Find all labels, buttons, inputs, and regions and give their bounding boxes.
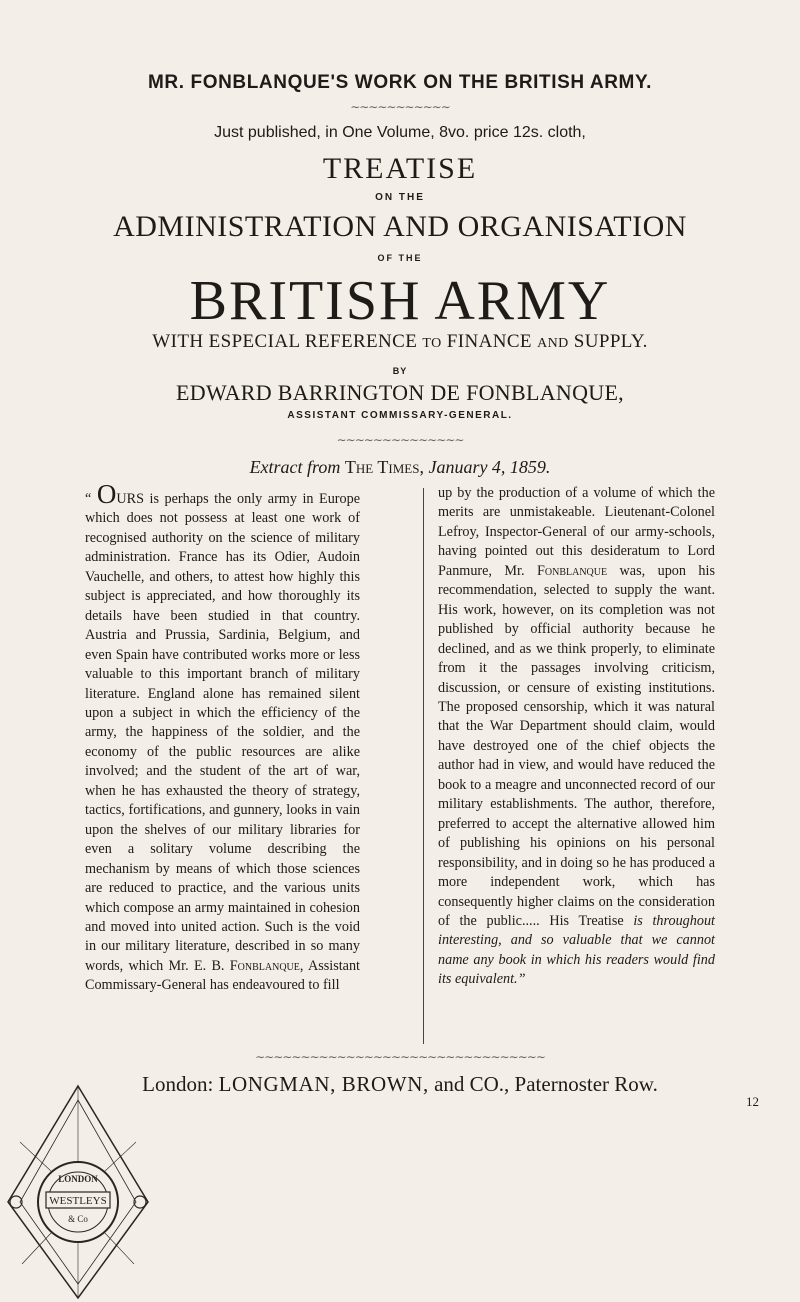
extract-prefix: Extract from: [249, 457, 341, 477]
svg-text:LONDON: LONDON: [58, 1174, 98, 1184]
imprint-publisher: LONGMAN, BROWN,: [218, 1072, 429, 1096]
author-name: EDWARD BARRINGTON DE FONBLANQUE,: [176, 380, 624, 405]
decorative-wavy-rule: ∼∼∼∼∼∼∼∼∼∼∼∼∼∼: [336, 433, 464, 447]
column-divider: [423, 488, 424, 1044]
subtitle-and: AND: [537, 336, 569, 351]
book-title-of-the: OF THE: [377, 253, 423, 263]
extract-date: January 4, 1859.: [428, 457, 551, 477]
book-title-on-the: ON THE: [375, 192, 425, 203]
binder-seal-icon: [0, 1082, 162, 1302]
review-text: was, upon his recommendation, selected to supply the want. His work, however, on its completion was not published by official authority because he declined, and as we think properly, to eliminate from it the passages involving criticism, discussion, or censure of existing institutions. The proposed censorship, which it was natural that the War Department should claim, would have destroyed one of the chief objects the author had in view, and would have reduced the book to a meagre and unconnected record of our military establishments. The author, therefore, preferred to accept the alternative allowed him of publishing his opinions on his personal responsibility, and in doing so he has produced a more independent work, which has consequently higher claims on the consideration of the public..... His Treatise: [438, 562, 715, 929]
decorative-wavy-rule: ∼∼∼∼∼∼∼∼∼∼∼: [350, 100, 450, 114]
subtitle-part-2: FINANCE: [446, 331, 532, 352]
review-closing-italic: is throughout interesting, and so valuable that we cannot name any book in which his readers would find its equivalent.”: [438, 912, 715, 988]
review-text: is perhaps the only army in Europe which does not possess at least one work of recognised authority on the science of military administration. France has its Odier, Audoin Vauchelle, and others, to attest how highly this subject is appreciated, and how thoroughly its details have been studied in that country. Austria and Prussia, Sardinia, Belgium, and even Spain have contributed works more or less valuable to this important branch of military literature. England alone has remained silent upon a subject in which the efficiency of the army, the happiness of the soldier, and the economy of the public resources are alike involved; and the student of the art of war, when he has exhausted the theory of strategy, tactics, fortifications, and gunnery, looks in vain upon the shelves of our military libraries for even a solitary volume describing the mechanism by means of which those sciences are reduced to practice, and the various units which compose an army maintained in cohesion and moved into united action. Such is the void in our military literature, described in so many words, which Mr.: [85, 491, 361, 974]
imprint-address: and CO., Paternoster Row.: [434, 1072, 658, 1096]
book-title-british-army: BRITISH ARMY: [189, 270, 611, 332]
page-number: 12: [746, 1094, 759, 1109]
extract-source: The Times,: [344, 457, 424, 477]
publication-note: Just published, in One Volume, 8vo. price 12s. cloth,: [214, 124, 586, 141]
open-quote: “: [85, 491, 92, 507]
decorative-wavy-rule: ∼∼∼∼∼∼∼∼∼∼∼∼∼∼∼∼∼∼∼∼∼∼∼∼∼∼∼∼∼∼∼∼: [255, 1050, 545, 1064]
svg-text:WESTLEYS: WESTLEYS: [49, 1195, 107, 1207]
review-column-right: [438, 484, 715, 990]
subtitle-to: TO: [422, 336, 442, 351]
book-title-subject: ADMINISTRATION AND ORGANISATION: [113, 210, 687, 243]
subtitle-part-3: SUPPLY.: [573, 331, 648, 352]
extract-source-line: [0, 457, 800, 478]
review-column-left: [85, 479, 361, 996]
review-text: , Assistant Commissary-General has endeavoured to fill: [85, 957, 360, 994]
author-rank: ASSISTANT COMMISSARY-GENERAL.: [287, 410, 513, 421]
author-mention: E. B. Fonblanque: [193, 957, 300, 974]
review-text: up by the production of a volume of which the merits are unmistakeable. Lieutenant-Colonel Lefroy, Inspector-General of our army-schools, having pointed out this desideratum to Lord Panmure, Mr.: [438, 485, 715, 579]
author-mention: Fonblanque: [536, 562, 608, 579]
page-heading: MR. FONBLANQUE'S WORK ON THE BRITISH ARMY.: [147, 72, 652, 93]
book-subtitle: [0, 331, 800, 353]
svg-text:& Co: & Co: [68, 1214, 88, 1224]
drop-rest: URS: [116, 491, 144, 507]
book-title-treatise: TREATISE: [322, 152, 478, 185]
imprint-city: London:: [142, 1072, 214, 1096]
subtitle-part-1: WITH ESPECIAL REFERENCE: [152, 331, 418, 352]
by-line: BY: [392, 366, 408, 376]
drop-capital: O: [96, 479, 117, 509]
